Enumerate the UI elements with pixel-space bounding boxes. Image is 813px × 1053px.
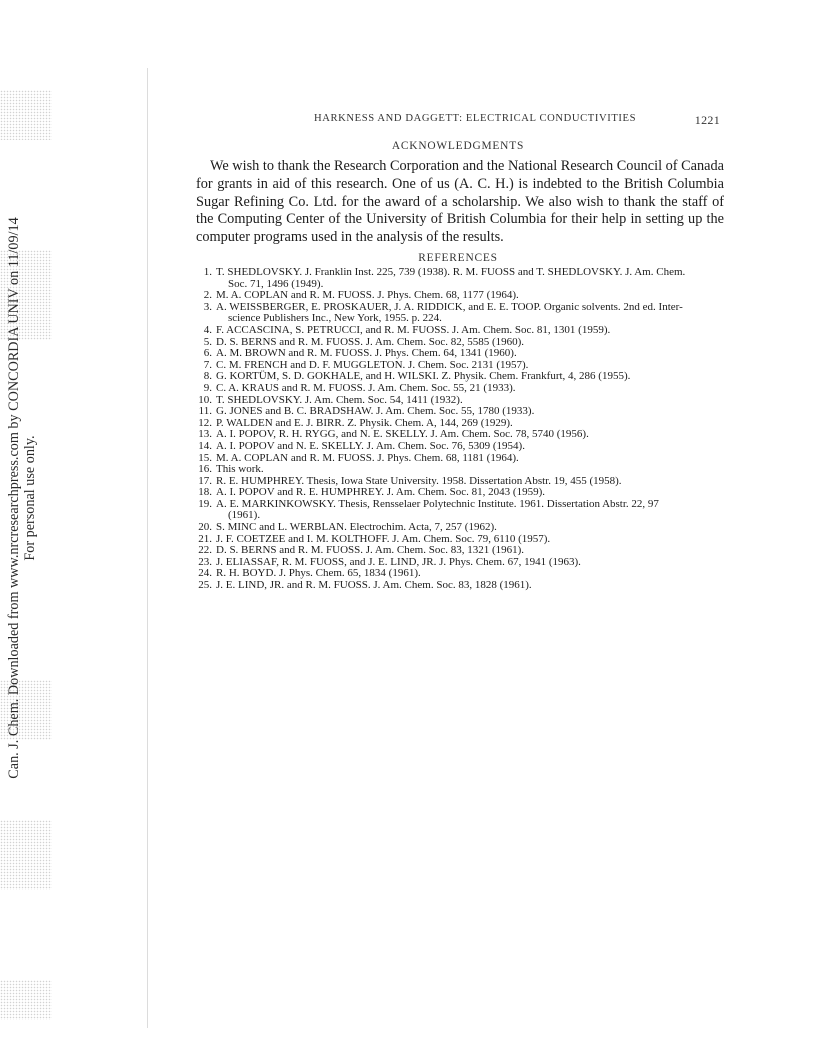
reference-number: 17. — [198, 474, 212, 487]
reference-number: 19. — [198, 497, 212, 510]
reference-line: T. SHEDLOVSKY. J. Franklin Inst. 225, 739 (1938). R. M. FUOSS and T. SHEDLOVSKY. J. Am. Chem. — [216, 266, 686, 278]
references-heading: REFERENCES — [418, 252, 498, 264]
reference-item — [198, 453, 728, 465]
download-notice — [6, 217, 38, 778]
reference-text — [216, 580, 728, 592]
reference-line: D. S. BERNS and R. M. FUOSS. J. Am. Chem. Soc. 82, 5585 (1960). — [216, 335, 525, 348]
reference-number: 14. — [198, 439, 212, 452]
reference-item — [198, 302, 728, 325]
reference-line-continued: (1961). — [228, 509, 261, 522]
reference-number: 9. — [203, 381, 212, 394]
reference-number: 24. — [198, 567, 212, 580]
reference-number: 21. — [198, 532, 212, 545]
reference-line: J. ELIASSAF, R. M. FUOSS, and J. E. LIND, JR. J. Phys. Chem. 67, 1941 (1963). — [216, 555, 581, 568]
reference-line: A. I. POPOV and N. E. SKELLY. J. Am. Chem. Soc. 76, 5309 (1954). — [216, 439, 525, 452]
reference-number: 1. — [203, 266, 212, 278]
reference-line: S. MINC and L. WERBLAN. Electrochim. Acta, 7, 257 (1962). — [216, 521, 497, 534]
reference-line: C. M. FRENCH and D. F. MUGGLETON. J. Chem. Soc. 2131 (1957). — [216, 358, 529, 371]
reference-line: J. E. LIND, JR. and R. M. FUOSS. J. Am. Chem. Soc. 83, 1828 (1961). — [216, 579, 532, 592]
acknowledgments-text: We wish to thank the Research Corporation and the National Research Council of Canada for grants in aid of this research. One of us (A. C. H.) is indebted to the British Columbia Sugar Refining Co. Ltd. for the award of a scholarship. We also wish to thank the staff of the Computing Center of the University of British Columbia for their help in setting up the computer programs used in the analysis of the results. — [196, 158, 724, 246]
reference-text — [216, 499, 728, 522]
page-gutter-line — [147, 68, 148, 1028]
reference-number: 18. — [198, 486, 212, 499]
reference-number: 13. — [198, 428, 212, 441]
reference-line: J. F. COETZEE and I. M. KOLTHOFF. J. Am. Chem. Soc. 79, 6110 (1957). — [216, 532, 551, 545]
reference-item — [198, 499, 728, 522]
reference-number: 8. — [203, 370, 212, 383]
reference-number: 10. — [198, 393, 212, 406]
reference-number: 12. — [198, 416, 212, 429]
reference-line-continued: science Publishers Inc., New York, 1955. p. 224. — [228, 312, 442, 325]
download-notice-line2: For personal use only. — [22, 435, 38, 561]
reference-item — [198, 267, 728, 290]
reference-text — [216, 453, 728, 465]
reference-text — [216, 302, 728, 325]
reference-number: 4. — [203, 323, 212, 336]
reference-number: 5. — [203, 335, 212, 348]
reference-line: A. I. POPOV, R. H. RYGG, and N. E. SKELLY. J. Am. Chem. Soc. 78, 5740 (1956). — [216, 428, 589, 441]
acknowledgments-heading: ACKNOWLEDGMENTS — [391, 140, 525, 152]
reference-line: C. A. KRAUS and R. M. FUOSS. J. Am. Chem. Soc. 55, 21 (1933). — [216, 381, 516, 394]
reference-text — [216, 267, 728, 290]
reference-line: T. SHEDLOVSKY. J. Am. Chem. Soc. 54, 1411 (1932). — [216, 393, 463, 406]
reference-number: 6. — [203, 347, 212, 360]
reference-line: R. E. HUMPHREY. Thesis, Iowa State University. 1958. Dissertation Abstr. 19, 455 (1958). — [216, 474, 622, 487]
reference-line: M. A. COPLAN and R. M. FUOSS. J. Phys. Chem. 68, 1177 (1964). — [216, 289, 519, 302]
reference-line: A. E. MARKINKOWSKY. Thesis, Rensselaer Polytechnic Institute. 1961. Dissertation Abstr. 22, 97 — [216, 497, 659, 510]
reference-line: A. WEISSBERGER, E. PROSKAUER, J. A. RIDDICK, and E. E. TOOP. Organic solvents. 2nd ed. Inter- — [216, 300, 683, 313]
reference-line: A. I. POPOV and R. E. HUMPHREY. J. Am. Chem. Soc. 81, 2043 (1959). — [216, 486, 546, 499]
reference-number: 20. — [198, 521, 212, 534]
reference-line: M. A. COPLAN and R. M. FUOSS. J. Phys. Chem. 68, 1181 (1964). — [216, 451, 519, 464]
reference-line: F. ACCASCINA, S. PETRUCCI, and R. M. FUOSS. J. Am. Chem. Soc. 81, 1301 (1959). — [216, 323, 611, 336]
reference-number: 15. — [198, 451, 212, 464]
reference-line-continued: Soc. 71, 1496 (1949). — [228, 277, 324, 290]
reference-line: R. H. BOYD. J. Phys. Chem. 65, 1834 (1961). — [216, 567, 421, 580]
reference-line: G. JONES and B. C. BRADSHAW. J. Am. Chem. Soc. 55, 1780 (1933). — [216, 405, 535, 418]
reference-number: 22. — [198, 544, 212, 557]
reference-number: 7. — [203, 358, 212, 371]
download-watermark — [0, 0, 44, 1053]
download-notice-line1: Can. J. Chem. Downloaded from www.nrcresearchpress.com by CONCORDIA UNIV on 11/09/14 — [6, 217, 22, 779]
running-title: HARKNESS AND DAGGETT: ELECTRICAL CONDUCTIVITIES — [314, 113, 637, 124]
reference-number: 16. — [198, 463, 212, 476]
reference-list — [198, 267, 728, 592]
reference-number: 23. — [198, 555, 212, 568]
reference-number: 11. — [198, 405, 212, 418]
reference-number: 2. — [203, 289, 212, 302]
reference-line: P. WALDEN and E. J. BIRR. Z. Physik. Chem. A, 144, 269 (1929). — [216, 416, 513, 429]
reference-line: D. S. BERNS and R. M. FUOSS. J. Am. Chem. Soc. 83, 1321 (1961). — [216, 544, 525, 557]
reference-number: 3. — [203, 300, 212, 313]
page-number: 1221 — [694, 113, 720, 127]
reference-item — [198, 580, 728, 592]
reference-line: A. M. BROWN and R. M. FUOSS. J. Phys. Chem. 64, 1341 (1960). — [216, 347, 517, 360]
reference-line: G. KORTÜM, S. D. GOKHALE, and H. WILSKI. Z. Physik. Chem. Frankfurt, 4, 286 (1955). — [216, 370, 631, 383]
reference-line: This work. — [216, 463, 264, 476]
reference-number: 25. — [198, 579, 212, 592]
